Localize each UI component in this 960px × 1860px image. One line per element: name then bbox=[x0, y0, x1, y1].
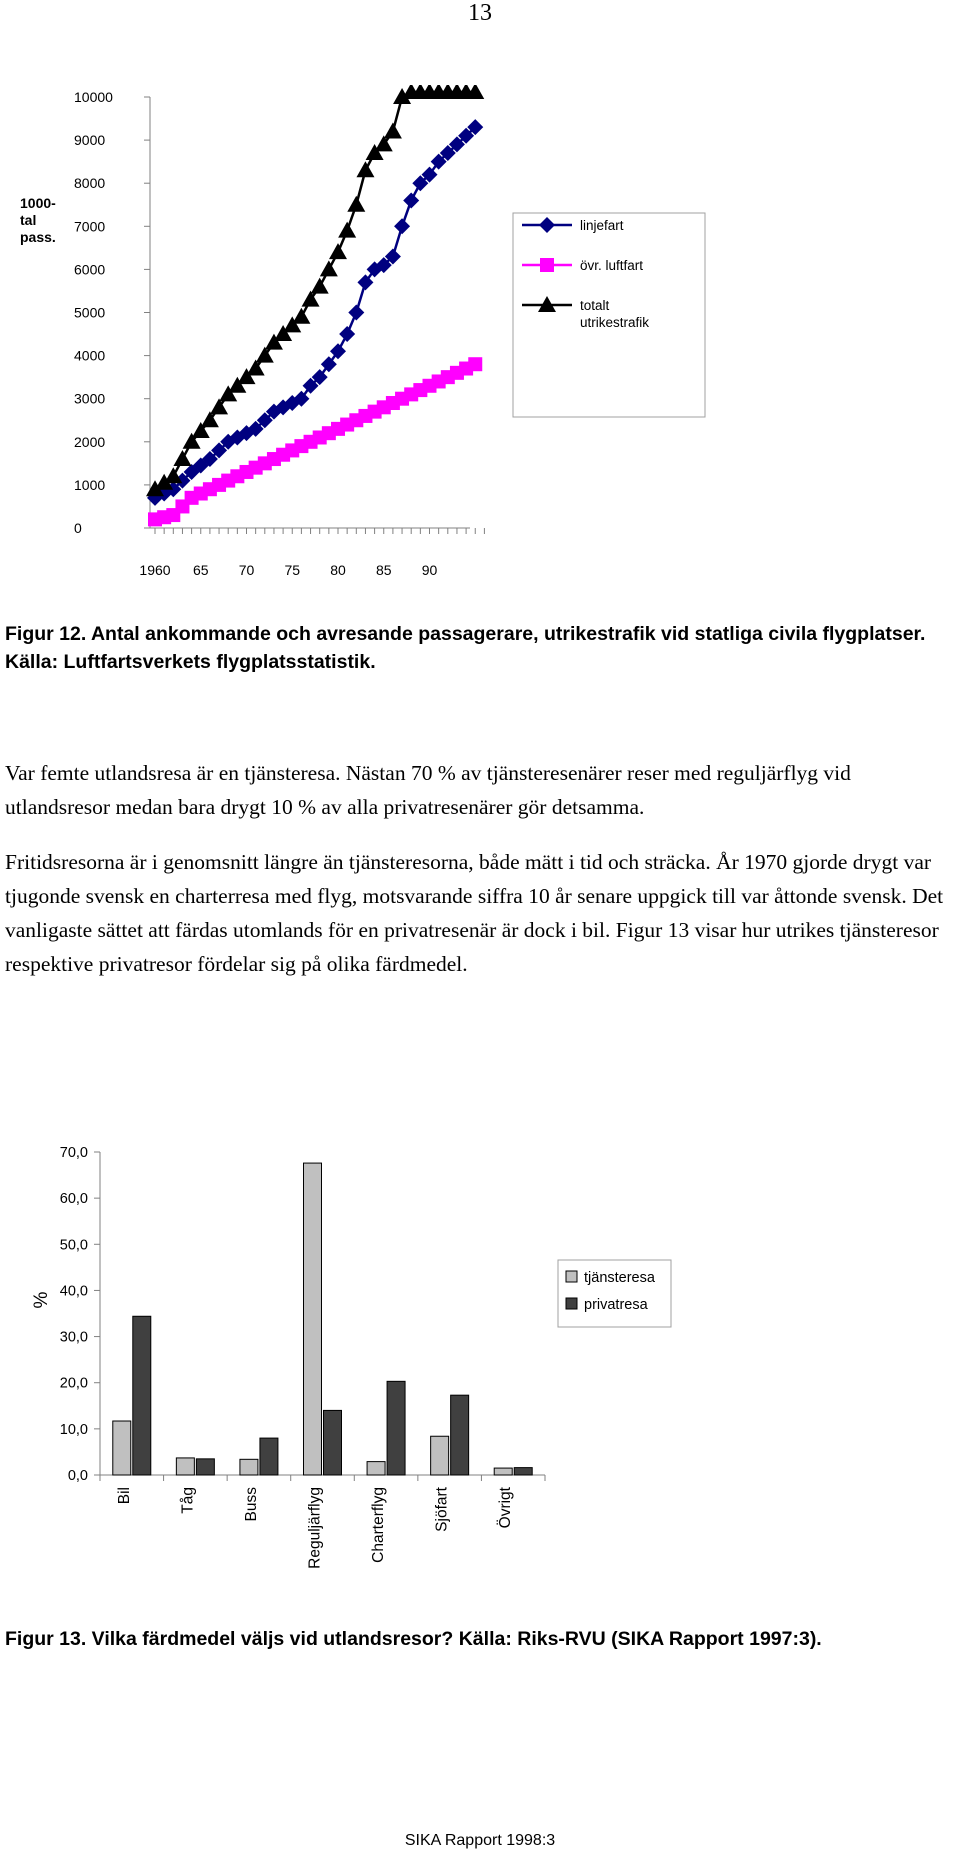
data-point bbox=[339, 326, 355, 342]
data-point bbox=[330, 343, 346, 359]
data-point bbox=[357, 274, 373, 290]
figure-12-caption: Figur 12. Antal ankommande och avresande passagerare, utrikestrafik vid statliga civila flygplatser. Källa: Luftfartsverkets flygplatsstatistik. bbox=[5, 623, 926, 673]
category-label: Övrigt bbox=[497, 1487, 515, 1529]
figure-13-legend bbox=[558, 1260, 671, 1327]
bar-tjansteresa bbox=[431, 1436, 449, 1475]
bar-privatresa bbox=[514, 1468, 532, 1475]
legend-swatch bbox=[566, 1298, 577, 1309]
figure-12-y-ticks bbox=[74, 89, 113, 536]
y-tick-label: 30,0 bbox=[59, 1329, 88, 1346]
bar-tjansteresa bbox=[113, 1421, 131, 1475]
category-label: Buss bbox=[242, 1487, 260, 1522]
data-point bbox=[164, 467, 182, 483]
y-tick-label: 3000 bbox=[74, 390, 106, 407]
page-number: 13 bbox=[468, 0, 492, 26]
data-point bbox=[320, 260, 338, 276]
legend-swatch bbox=[566, 1271, 577, 1282]
bar-tjansteresa bbox=[494, 1468, 512, 1475]
y-tick-label: 7000 bbox=[74, 218, 106, 235]
figure-12-y-axis-label bbox=[20, 195, 56, 245]
figure-13-y-axis-label bbox=[31, 1291, 52, 1308]
paragraph-2: Fritidsresorna är i genomsnitt längre än tjänsteresorna, både mätt i tid och sträcka. År 1970 gjorde drygt var tjugonde svensk en charterresa med flyg, motsvarande siffra 10 år senare uppgick till var åttonde svensk. Det vanligaste sättet att färdas utomlands för en privatresenär är dock i bil. Figur 13 visar hur utrikes tjänsteresor respektive privatresor fördelar sig på olika färdmedel. bbox=[5, 850, 944, 976]
data-point bbox=[311, 278, 329, 294]
y-tick-label: 0 bbox=[74, 520, 82, 536]
y-tick-label: 8000 bbox=[74, 175, 106, 192]
bar-privatresa bbox=[387, 1381, 405, 1475]
data-point bbox=[292, 308, 310, 324]
data-point bbox=[348, 305, 364, 321]
footer: SIKA Rapport 1998:3 bbox=[404, 1832, 556, 1849]
legend-label: övr. luftfart bbox=[580, 258, 644, 273]
bar-privatresa bbox=[451, 1395, 469, 1475]
legend-swatch-marker bbox=[540, 258, 554, 272]
figure-13-y-ticks bbox=[60, 1145, 88, 1484]
category-label: Charterflyg bbox=[370, 1487, 388, 1563]
figure-12-chart bbox=[0, 85, 960, 585]
figure-12-legend bbox=[513, 213, 705, 417]
y-tick-label: 10,0 bbox=[59, 1421, 88, 1438]
data-point bbox=[329, 243, 347, 259]
body-text bbox=[5, 756, 955, 1002]
y-tick-label: 40,0 bbox=[59, 1283, 88, 1300]
bar-privatresa bbox=[324, 1410, 342, 1475]
y-axis-label-line: pass. bbox=[20, 229, 56, 245]
legend-label: tjänsteresa bbox=[584, 1270, 655, 1286]
legend-label: utrikestrafik bbox=[580, 315, 650, 330]
legend-label: privatresa bbox=[584, 1297, 648, 1313]
figure-12-x-ticks bbox=[139, 562, 437, 578]
data-point bbox=[468, 357, 482, 371]
legend-label: totalt bbox=[580, 298, 610, 313]
y-tick-label: 6000 bbox=[74, 261, 106, 278]
y-tick-label: 9000 bbox=[74, 132, 106, 149]
y-tick-label: 10000 bbox=[74, 89, 113, 105]
figure-13-caption: Figur 13. Vilka färdmedel väljs vid utlandsresor? Källa: Riks-RVU (SIKA Rapport 1997:3). bbox=[5, 1628, 822, 1650]
x-tick-label: 65 bbox=[192, 562, 209, 578]
data-point bbox=[403, 192, 419, 208]
y-tick-label: 5000 bbox=[74, 304, 106, 321]
data-point bbox=[356, 161, 374, 177]
y-tick-label: 70,0 bbox=[59, 1145, 88, 1161]
category-label: Reguljärflyg bbox=[306, 1487, 324, 1569]
y-tick-label: 20,0 bbox=[59, 1375, 88, 1392]
category-label: Bil bbox=[115, 1487, 133, 1505]
x-tick-label: 75 bbox=[284, 562, 301, 578]
paragraph-1: Var femte utlandsresa är en tjänsteresa. Nästan 70 % av tjänsteresenärer reser med reguljärflyg vid utlandsresor medan bara drygt 10 % av alla privatresenärer gör detsamma. bbox=[5, 761, 851, 819]
data-point bbox=[347, 196, 365, 212]
x-tick-label: 1960 bbox=[139, 562, 171, 578]
data-point bbox=[384, 122, 402, 138]
bar-tjansteresa bbox=[240, 1459, 258, 1475]
y-tick-label: 1000 bbox=[74, 476, 106, 493]
bar-tjansteresa bbox=[176, 1458, 194, 1475]
bar-tjansteresa bbox=[367, 1462, 385, 1475]
data-point bbox=[338, 222, 356, 238]
data-point bbox=[173, 450, 191, 466]
figure-12-series bbox=[146, 85, 484, 526]
y-tick-label: 2000 bbox=[74, 433, 106, 450]
figure-13-bars bbox=[113, 1163, 532, 1475]
x-tick-label: 70 bbox=[238, 562, 255, 578]
bar-tjansteresa bbox=[304, 1163, 322, 1475]
bar-privatresa bbox=[260, 1438, 278, 1475]
data-point bbox=[394, 218, 410, 234]
figure-13-category-labels bbox=[116, 1486, 514, 1569]
x-tick-label: 80 bbox=[330, 562, 346, 578]
y-axis-label: % bbox=[31, 1291, 52, 1309]
category-label: Tåg bbox=[179, 1487, 197, 1514]
y-tick-label: 0,0 bbox=[67, 1468, 88, 1484]
y-tick-label: 50,0 bbox=[59, 1237, 88, 1254]
bar-privatresa bbox=[196, 1459, 214, 1475]
x-tick-label: 85 bbox=[375, 562, 392, 578]
y-tick-label: 4000 bbox=[74, 347, 106, 364]
category-label: Sjöfart bbox=[433, 1487, 451, 1532]
data-point bbox=[321, 356, 337, 372]
y-axis-label-line: 1000- bbox=[20, 195, 56, 211]
x-tick-label: 90 bbox=[421, 562, 438, 578]
figure-13-chart bbox=[0, 1110, 960, 1600]
legend-label: linjefart bbox=[580, 218, 624, 233]
bar-privatresa bbox=[133, 1316, 151, 1475]
y-tick-label: 60,0 bbox=[59, 1191, 88, 1208]
y-axis-label-line: tal bbox=[20, 212, 37, 228]
